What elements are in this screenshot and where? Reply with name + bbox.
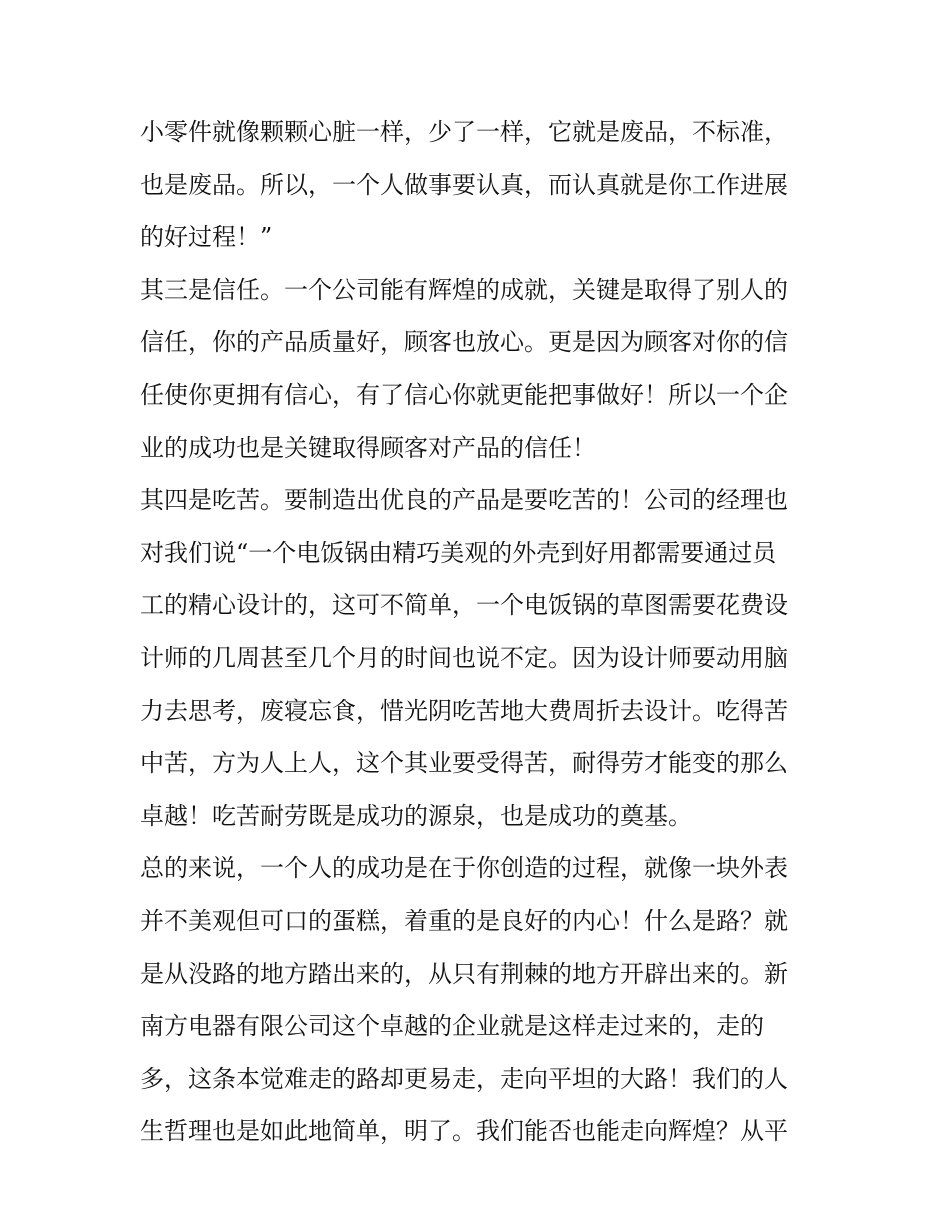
text-line: 对我们说“一个电饭锅由精巧美观的外壳到好用都需要通过员: [140, 538, 777, 567]
text-line: 卓越！吃苦耐劳既是成功的源泉，也是成功的奠基。: [140, 801, 692, 830]
text-line: 任使你更拥有信心，有了信心你就更能把事做好！所以一个企: [140, 380, 788, 409]
text-line: 信任，你的产品质量好，顾客也放心。更是因为顾客对你的信: [140, 328, 788, 357]
body-text: [140, 106, 820, 1158]
text-line: 业的成功也是关键取得顾客对产品的信任！: [140, 433, 596, 462]
text-line: 多，这条本觉难走的路却更易走，走向平坦的大路！我们的人: [140, 1064, 788, 1093]
text-line: 南方电器有限公司这个卓越的企业就是这样走过来的，走的: [140, 1012, 764, 1041]
text-line: 也是废品。所以，一个人做事要认真，而认真就是你工作进展: [140, 170, 788, 199]
text-line: 工的精心设计的，这可不简单，一个电饭锅的草图需要花费设: [140, 591, 788, 620]
text-line: 是从没路的地方踏出来的，从只有荆棘的地方开辟出来的。新: [140, 959, 788, 988]
text-line: 生哲理也是如此地简单，明了。我们能否也能走向辉煌？从平: [140, 1117, 788, 1146]
text-line: 中苦，方为人上人，这个其业要受得苦，耐得劳才能变的那么: [140, 749, 788, 778]
text-line: 力去思考，废寝忘食，惜光阴吃苦地大费周折去设计。吃得苦: [140, 696, 788, 725]
text-line: 的好过程！”: [140, 223, 273, 252]
text-line: 计师的几周甚至几个月的时间也说不定。因为设计师要动用脑: [140, 643, 788, 672]
text-line: 其四是吃苦。要制造出优良的产品是要吃苦的！公司的经理也: [140, 486, 788, 515]
text-line: 总的来说，一个人的成功是在于你创造的过程，就像一块外表: [140, 854, 788, 883]
text-line: 其三是信任。一个公司能有辉煌的成就，关键是取得了别人的: [140, 275, 788, 304]
text-line: 小零件就像颗颗心脏一样，少了一样，它就是废品，不标准，: [140, 118, 788, 146]
text-line: 并不美观但可口的蛋糕，着重的是良好的内心！什么是路？就: [140, 906, 788, 935]
